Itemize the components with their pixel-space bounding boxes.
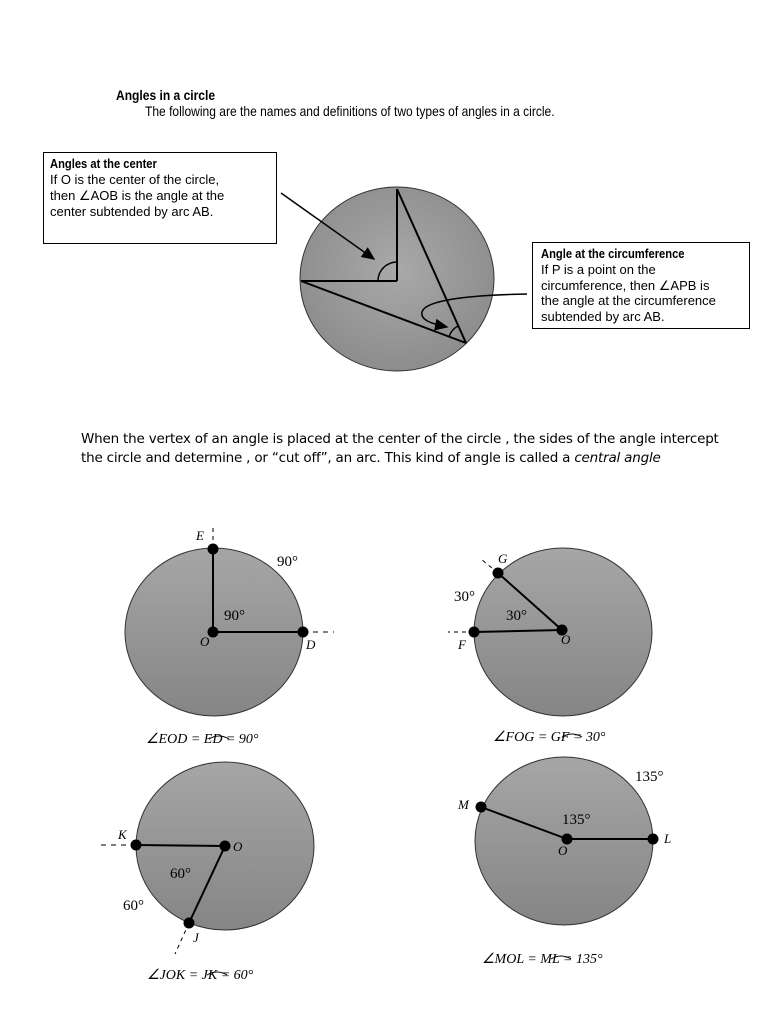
caption-eod: ∠EOD = ED = 90° bbox=[146, 732, 259, 747]
point-f bbox=[469, 627, 480, 638]
point-e bbox=[208, 544, 219, 555]
figure-jok bbox=[98, 762, 314, 983]
angle-label: 135° bbox=[562, 812, 591, 828]
circumference-angle-line-3: the angle at the circumference bbox=[541, 293, 716, 308]
label-m: M bbox=[458, 797, 469, 812]
arc-label: 90° bbox=[277, 554, 298, 570]
angle-label: 30° bbox=[506, 608, 527, 624]
arc-label: 60° bbox=[123, 898, 144, 914]
center-angle-line-1: If O is the center of the circle, bbox=[50, 172, 220, 187]
label-l: L bbox=[664, 831, 672, 846]
point-d bbox=[298, 627, 309, 638]
circumference-angle-definition-box bbox=[532, 242, 750, 329]
caption-mol: ∠MOL = ML = 135° bbox=[482, 952, 603, 967]
label-j: J bbox=[193, 930, 199, 945]
label-d: D bbox=[306, 637, 316, 652]
point-j bbox=[184, 918, 195, 929]
point-m bbox=[476, 802, 487, 813]
label-o: O bbox=[558, 843, 568, 858]
label-g: G bbox=[498, 551, 508, 566]
label-o: O bbox=[200, 634, 210, 649]
angle-label: 60° bbox=[170, 866, 191, 882]
circumference-angle-line-1: If P is a point on the bbox=[541, 262, 656, 277]
arc-label: 135° bbox=[635, 769, 664, 785]
figure-eod bbox=[125, 526, 334, 747]
center-angle-line-3: center subtended by arc AB. bbox=[50, 204, 214, 219]
figure-fog bbox=[448, 548, 652, 745]
page-subtitle: The following are the names and definitions of two types of angles in a circle. bbox=[145, 103, 555, 119]
point-g bbox=[493, 568, 504, 579]
label-o: O bbox=[561, 632, 571, 647]
point-l bbox=[648, 834, 659, 845]
center-angle-definition-box bbox=[43, 152, 277, 244]
arc-label: 30° bbox=[454, 589, 475, 605]
paragraph-line-2: the circle and determine , or “cut off”, an arc. This kind of angle is called a bbox=[81, 450, 575, 466]
circumference-angle-heading: Angle at the circumference bbox=[541, 246, 685, 261]
central-angle-figures bbox=[0, 500, 768, 1000]
center-angle-heading: Angles at the center bbox=[50, 156, 157, 171]
label-k: K bbox=[118, 827, 127, 842]
caption-jok: ∠JOK = JK = 60° bbox=[147, 968, 254, 983]
label-e: E bbox=[196, 528, 204, 543]
label-f: F bbox=[458, 637, 466, 652]
caption-fog: ∠FOG = GF = 30° bbox=[493, 730, 606, 745]
center-angle-line-2: then ∠AOB is the angle at the bbox=[50, 188, 225, 203]
circumference-angle-line-2: circumference, then ∠APB is bbox=[541, 277, 710, 293]
point-k bbox=[131, 840, 142, 851]
page-title: Angles in a circle bbox=[116, 87, 216, 103]
figure-mol bbox=[457, 757, 671, 967]
angle-label: 90° bbox=[224, 608, 245, 624]
central-angle-paragraph bbox=[81, 430, 719, 468]
point-o bbox=[220, 841, 231, 852]
central-angle-term: central angle bbox=[574, 450, 661, 466]
paragraph-line-1: When the vertex of an angle is placed at the center of the circle , the sides of the angle intercept bbox=[81, 431, 719, 447]
label-o: O bbox=[233, 839, 243, 854]
circumference-angle-line-4: subtended by arc AB. bbox=[541, 308, 665, 324]
